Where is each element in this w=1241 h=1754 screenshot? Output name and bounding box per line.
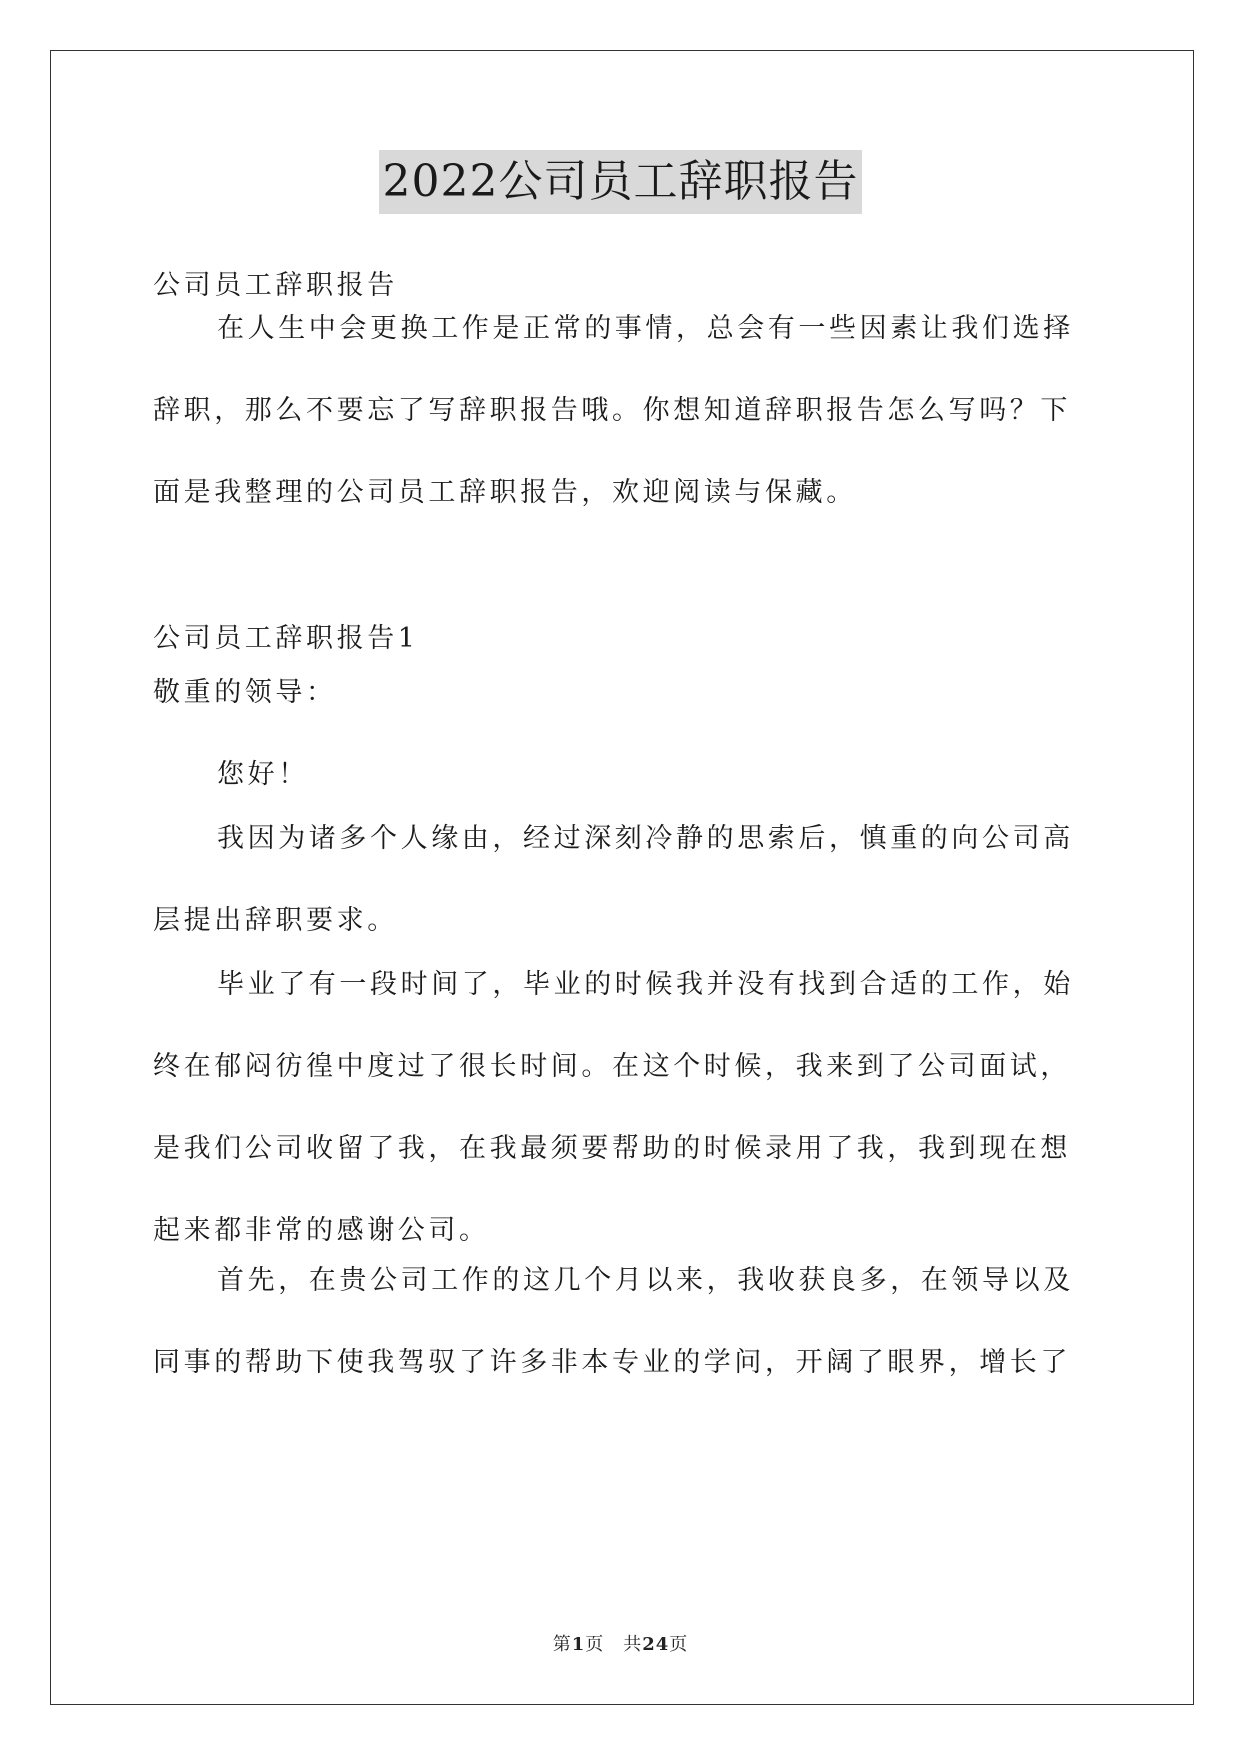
title-container bbox=[0, 150, 1241, 214]
intro-paragraph: 在人生中会更换工作是正常的事情，总会有一些因素让我们选择辞职，那么不要忘了写辞职报告哦。你想知道辞职报告怎么写吗？下面是我整理的公司员工辞职报告，欢迎阅读与保藏。 bbox=[153, 313, 1074, 508]
document-title: 2022公司员工辞职报告 bbox=[379, 150, 863, 214]
footer-total-pages: 24 bbox=[642, 1634, 670, 1655]
body-paragraph: 毕业了有一段时间了，毕业的时候我并没有找到合适的工作，始终在郁闷彷徨中度过了很长时间。在这个时候，我来到了公司面试，是我们公司收留了我，在我最须要帮助的时候录用了我，我到现在想起来都非常的感谢公司。 bbox=[153, 969, 1074, 1246]
greeting: 您好！ bbox=[217, 759, 309, 790]
footer-page-suffix: 页 bbox=[669, 1634, 689, 1655]
section-heading: 公司员工辞职报告1 bbox=[153, 623, 419, 654]
page-footer bbox=[0, 1630, 1241, 1656]
document-subtitle: 公司员工辞职报告 bbox=[153, 270, 398, 301]
body-paragraph: 我因为诸多个人缘由，经过深刻冷静的思索后，慎重的向公司高层提出辞职要求。 bbox=[153, 823, 1074, 936]
footer-current-page: 1 bbox=[571, 1634, 586, 1655]
body-paragraph: 首先，在贵公司工作的这几个月以来，我收获良多，在领导以及同事的帮助下使我驾驭了许多非本专业的学问，开阔了眼界，增长了 bbox=[153, 1265, 1074, 1378]
salutation: 敬重的领导： bbox=[153, 677, 337, 708]
footer-page-prefix: 第 bbox=[552, 1634, 572, 1655]
footer-page-mid: 页 共 bbox=[585, 1634, 643, 1655]
